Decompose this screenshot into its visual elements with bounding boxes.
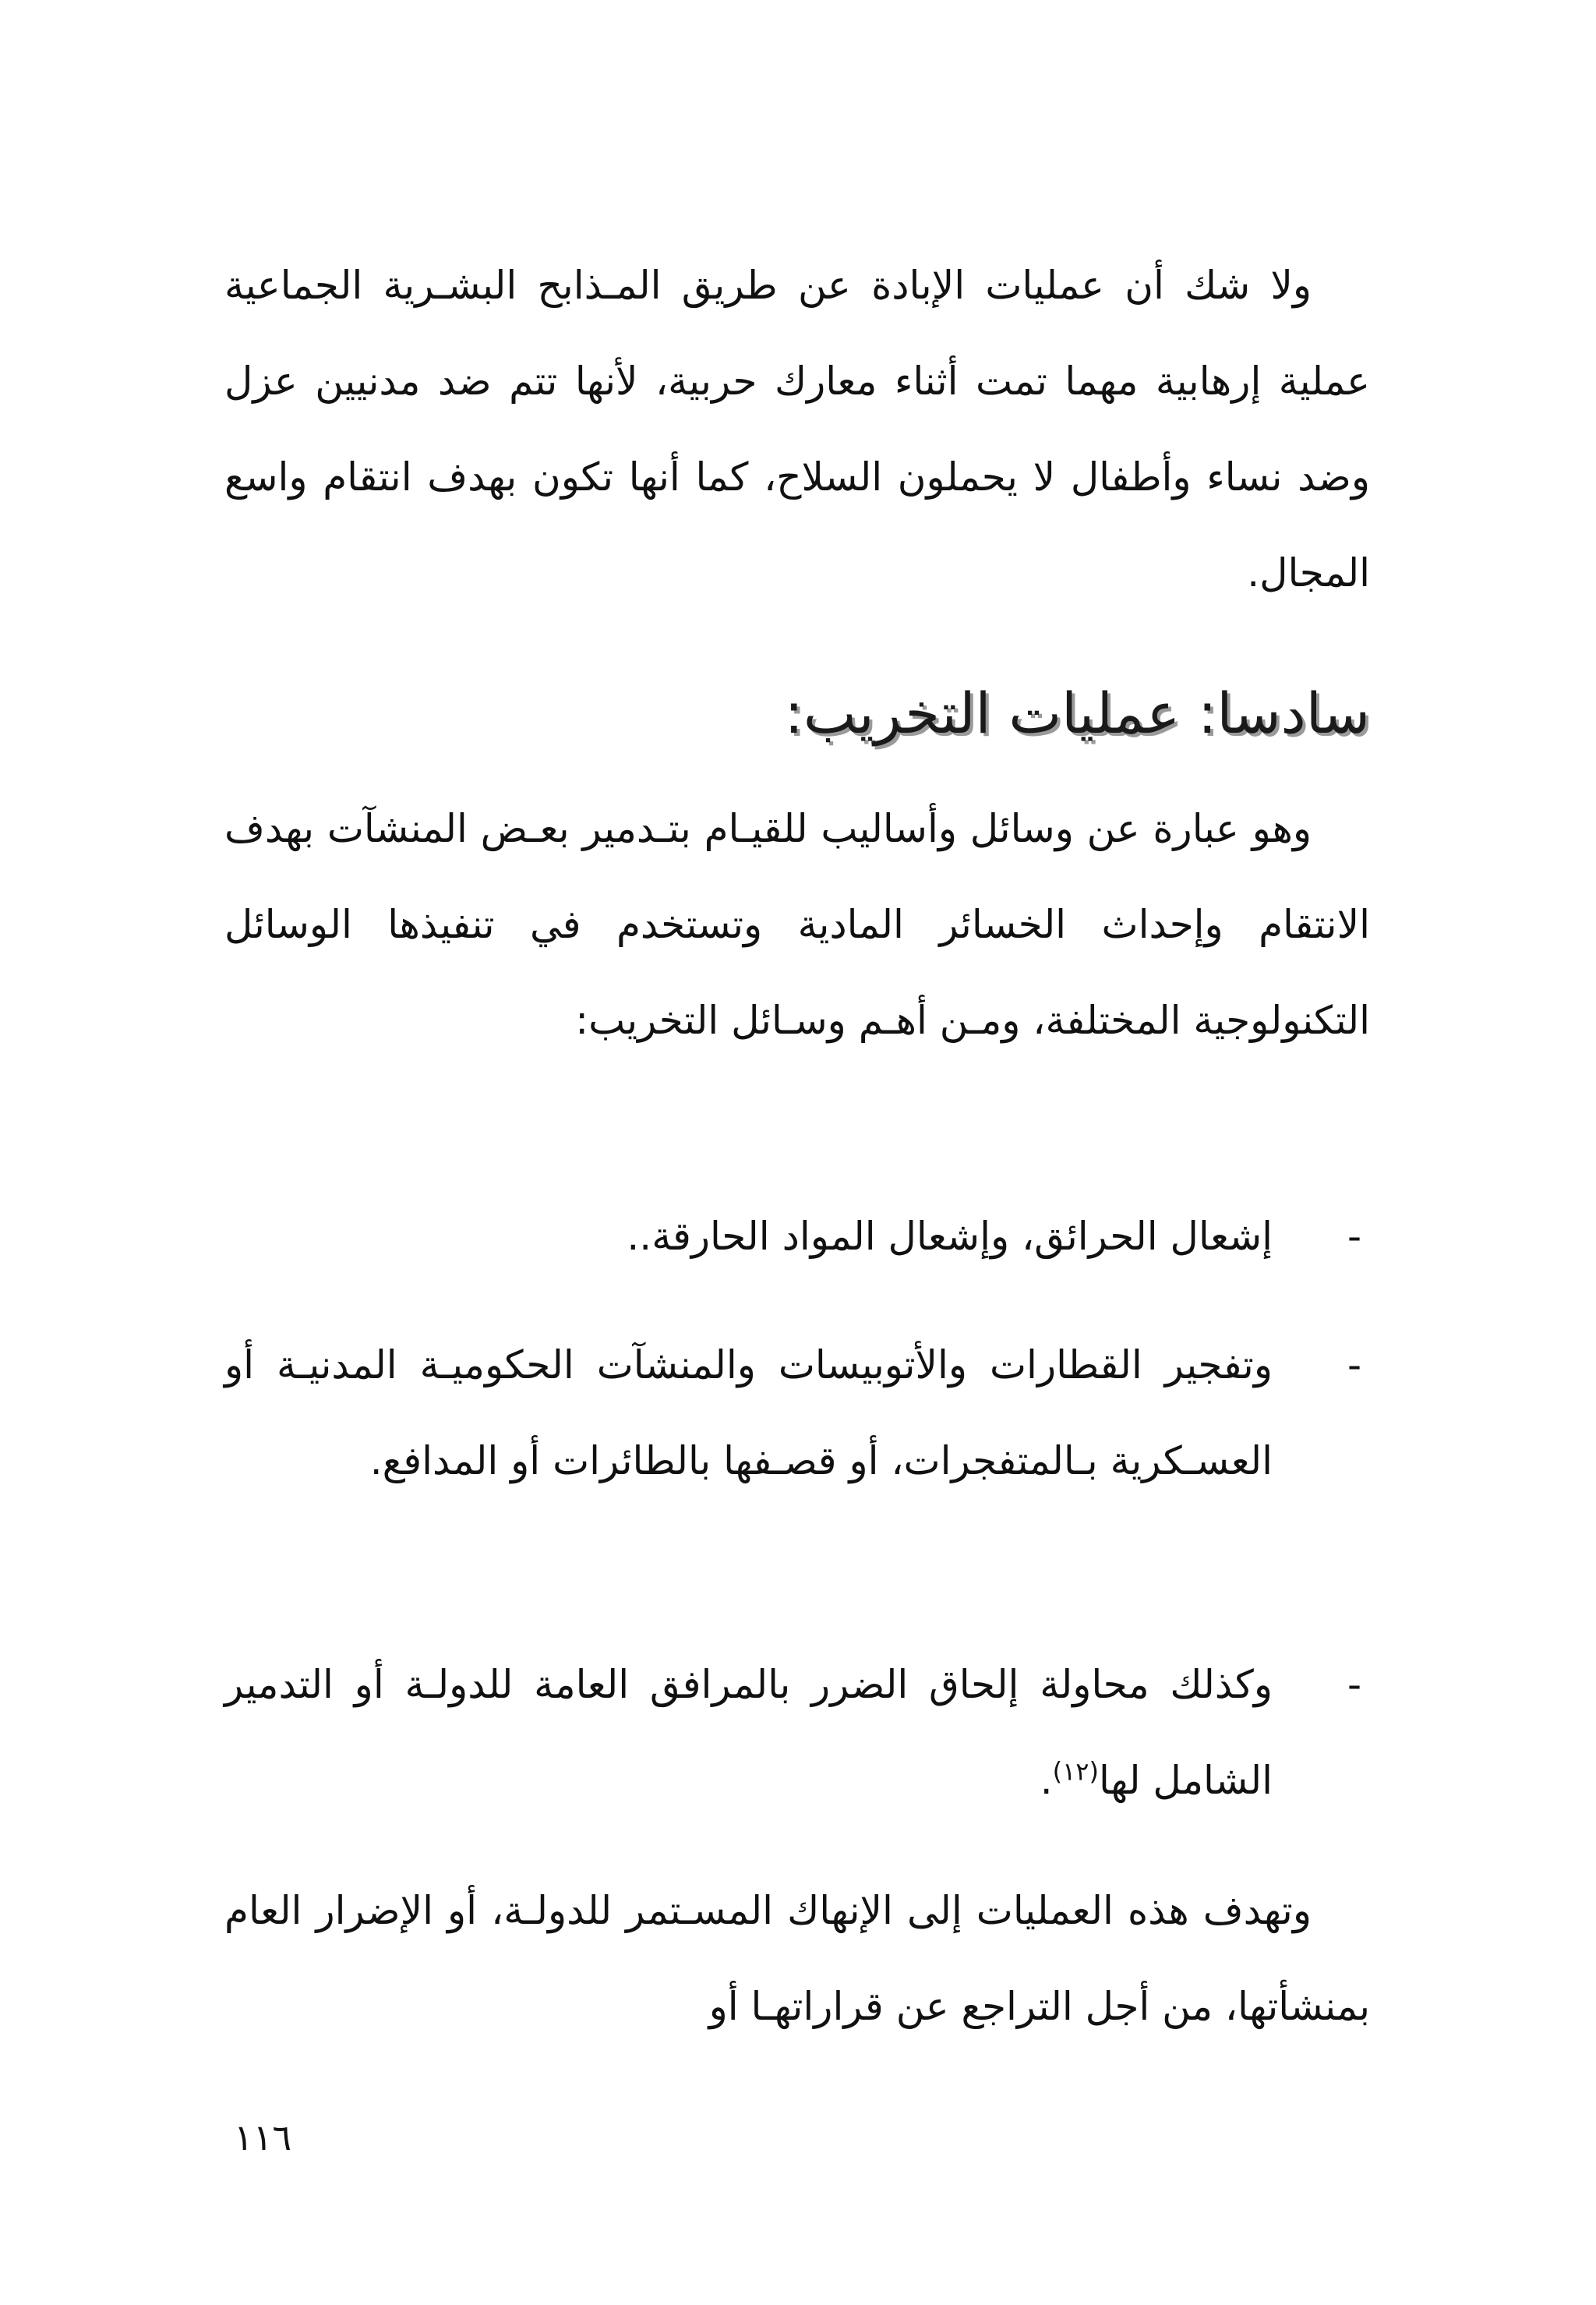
section-heading: سادسا: عمليات التخريب: bbox=[784, 681, 1370, 746]
paragraph-genocide bbox=[224, 238, 1370, 621]
paragraph-sabotage-text: وهو عبارة عن وسائل وأساليب للقيـام بتـدمير بعـض المنشآت بهدف الانتقام وإحداث الخسائر المادية وتستخدم في تنفيذها الوسائل التكنولوجية المختلفة، ومـن أهـم وسـائل التخريب: bbox=[224, 806, 1370, 1043]
footnote-reference: (١٢) bbox=[1052, 1756, 1099, 1787]
list-item-text-end: . bbox=[1040, 1758, 1053, 1803]
list-item bbox=[224, 1189, 1370, 1285]
paragraph-purpose bbox=[224, 1863, 1370, 2055]
list-dash: - bbox=[1347, 1342, 1362, 1388]
paragraph-purpose-text: وتهدف هذه العمليات إلى الإنهاك المسـتمر للدولـة، أو الإضرار العام بمنشأتها، من أجل التراجع عن قراراتهـا أو bbox=[224, 1888, 1370, 2029]
list-item-text-main: وكذلك محاولة إلحاق الضرر بالمرافق العامة للدولـة أو التدمير الشامل لها bbox=[224, 1662, 1273, 1803]
paragraph-genocide-text: ولا شك أن عمليات الإبادة عن طريق المـذابح البشـرية الجماعية عملية إرهابية مهما تمت أثناء معارك حربية، لأنها تتم ضد مدنيين عزل وضد نساء وأطفال لا يحملون السلاح، كما أنها تكون بهدف انتقام واسع المجال. bbox=[224, 263, 1370, 596]
list-dash: - bbox=[1347, 1214, 1362, 1259]
list-item bbox=[224, 1637, 1370, 1829]
paragraph-sabotage-definition bbox=[224, 781, 1370, 1069]
list-item-text: إشعال الحرائق، وإشعال المواد الحارقة.. bbox=[627, 1214, 1273, 1259]
list-item-text bbox=[224, 1637, 1273, 1829]
list-item bbox=[224, 1317, 1370, 1509]
page-number: ١١٦ bbox=[234, 2116, 292, 2158]
list-dash: - bbox=[1347, 1662, 1362, 1707]
list-item-text: وتفجير القطارات والأتوبيسات والمنشآت الحكوميـة المدنيـة أو العسـكرية بـالمتفجرات، أو قصـفها بالطائرات أو المدافع. bbox=[224, 1342, 1273, 1483]
